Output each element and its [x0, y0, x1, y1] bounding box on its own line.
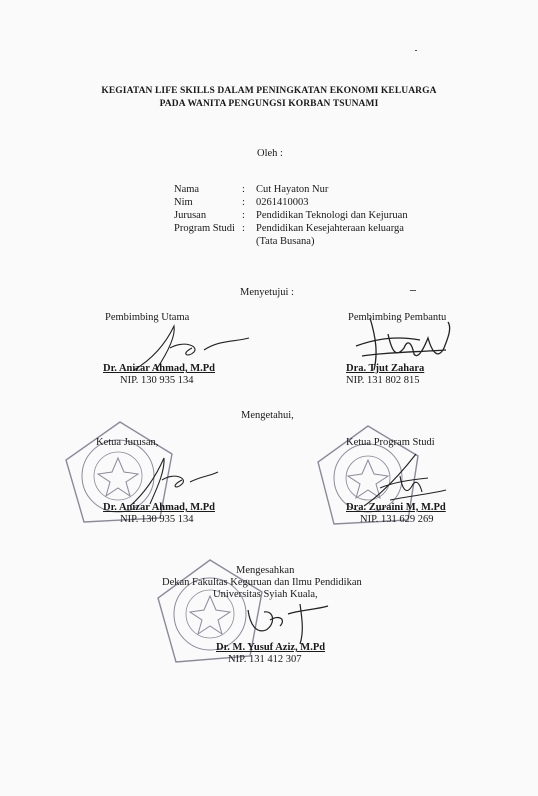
main-supervisor-name: Dr. Anizar Ahmad, M.Pd	[103, 363, 216, 374]
scan-speck	[415, 50, 417, 51]
main-supervisor-role: Pembimbing Utama	[105, 312, 190, 323]
prog-head-role: Ketua Program Studi	[346, 437, 435, 448]
dept-head-name: Dr. Anizar Ahmad, M.Pd	[103, 502, 216, 513]
scan-speck	[410, 290, 416, 291]
dept-head-signature	[110, 450, 220, 510]
prog-head-name: Dra. Zuraini M, M.Pd	[346, 502, 446, 513]
name-separator: :	[242, 184, 245, 195]
nim-separator: :	[242, 197, 245, 208]
dept-head-nip: NIP. 130 935 134	[120, 514, 194, 525]
dean-role-line-2: Universitas Syiah Kuala,	[213, 589, 318, 600]
prodi-value: Pendidikan Kesejahteraan keluarga	[256, 223, 404, 234]
prog-head-nip: NIP. 131 629 269	[360, 514, 434, 525]
nim-label: Nim	[174, 197, 193, 208]
co-supervisor-role: Pembimbing Pembantu	[348, 312, 447, 323]
dean-role-line-1: Dekan Fakultas Keguruan dan Ilmu Pendidikan	[162, 577, 362, 588]
approval-heading: Menyetujui :	[240, 287, 294, 298]
prodi-label: Program Studi	[174, 223, 235, 234]
prodi-separator: :	[242, 223, 245, 234]
name-label: Nama	[174, 184, 200, 195]
jurusan-label: Jurusan	[174, 210, 207, 221]
document-title-line-1: KEGIATAN LIFE SKILLS DALAM PENINGKATAN EKONOMI KELUARGA	[101, 86, 437, 96]
prog-head-signature	[350, 448, 450, 510]
main-supervisor-nip: NIP. 130 935 134	[120, 375, 194, 386]
name-value: Cut Hayaton Nur	[256, 184, 329, 195]
dean-signature	[230, 584, 340, 646]
ratification-heading: Mengesahkan	[236, 565, 295, 576]
acknowledgement-heading: Mengetahui,	[241, 410, 294, 421]
co-supervisor-nip: NIP. 131 802 815	[346, 375, 420, 386]
by-label: Oleh :	[257, 148, 283, 159]
jurusan-value: Pendidikan Teknologi dan Kejuruan	[256, 210, 408, 221]
nim-value: 0261410003	[256, 197, 309, 208]
document-title-line-2: PADA WANITA PENGUNGSI KORBAN TSUNAMI	[159, 99, 379, 109]
co-supervisor-name: Dra. Tjut Zahara	[346, 363, 425, 374]
dean-nip: NIP. 131 412 307	[228, 654, 302, 665]
dean-name: Dr. M. Yusuf Aziz, M.Pd	[216, 642, 326, 653]
prodi-value-line-2: (Tata Busana)	[256, 236, 315, 247]
jurusan-separator: :	[242, 210, 245, 221]
dept-head-role: Ketua Jurusan,	[96, 437, 159, 448]
